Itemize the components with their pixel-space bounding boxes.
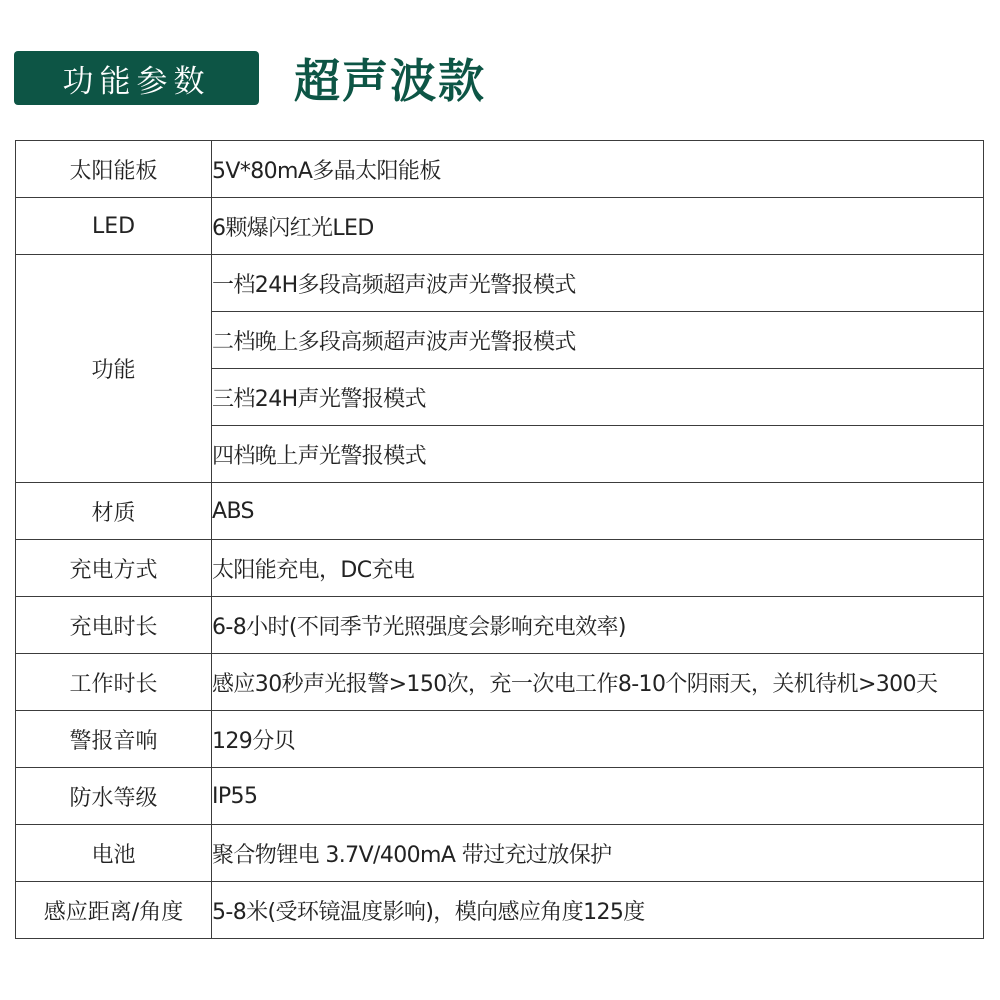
spec-table xyxy=(15,140,984,939)
section-badge xyxy=(14,51,259,105)
row-label: 警报音响 xyxy=(16,711,212,768)
row-label: 充电时长 xyxy=(16,597,212,654)
row-label: 充电方式 xyxy=(16,540,212,597)
row-label: 工作时长 xyxy=(16,654,212,711)
row-value: 5-8米(受环镜温度影响)，模向感应角度125度 xyxy=(212,882,984,939)
row-label: 功能 xyxy=(16,255,212,483)
row-value: ABS xyxy=(212,483,984,540)
table-row xyxy=(16,711,984,768)
table-row xyxy=(16,255,984,312)
row-value: 129分贝 xyxy=(212,711,984,768)
row-value: 太阳能充电，DC充电 xyxy=(212,540,984,597)
row-value: 四档晚上声光警报模式 xyxy=(212,426,984,483)
row-label: 防水等级 xyxy=(16,768,212,825)
table-row xyxy=(16,882,984,939)
row-label: LED xyxy=(16,198,212,255)
row-value: 6-8小时(不同季节光照强度会影响充电效率) xyxy=(212,597,984,654)
table-row xyxy=(16,597,984,654)
section-badge-label: 功能参数 xyxy=(62,63,211,100)
table-row xyxy=(16,654,984,711)
row-value: 6颗爆闪红光LED xyxy=(212,198,984,255)
table-row xyxy=(16,483,984,540)
row-label: 电池 xyxy=(16,825,212,882)
table-row xyxy=(16,198,984,255)
row-value: 三档24H声光警报模式 xyxy=(212,369,984,426)
table-row xyxy=(16,825,984,882)
table-row xyxy=(16,768,984,825)
row-value: 二档晚上多段高频超声波声光警报模式 xyxy=(212,312,984,369)
page-title: 超声波款 xyxy=(294,54,486,108)
table-row xyxy=(16,540,984,597)
row-value: 一档24H多段高频超声波声光警报模式 xyxy=(212,255,984,312)
row-value: 5V*80mA多晶太阳能板 xyxy=(212,141,984,198)
row-value: 感应30秒声光报警>150次，充一次电工作8-10个阴雨天，关机待机>300天 xyxy=(212,654,984,711)
row-label: 材质 xyxy=(16,483,212,540)
table-row xyxy=(16,141,984,198)
row-value: IP55 xyxy=(212,768,984,825)
row-label: 感应距离/角度 xyxy=(16,882,212,939)
row-value: 聚合物锂电 3.7V/400mA 带过充过放保护 xyxy=(212,825,984,882)
row-label: 太阳能板 xyxy=(16,141,212,198)
